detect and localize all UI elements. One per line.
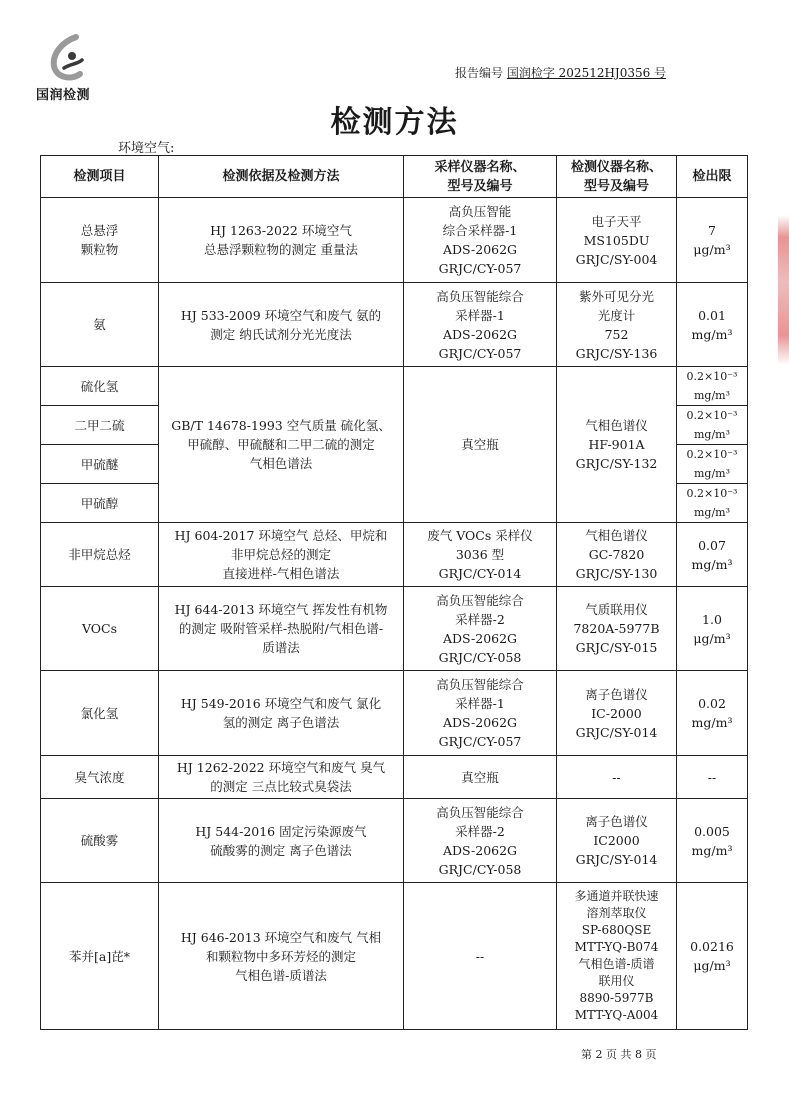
cell-line: 多通道并联快速 — [574, 889, 659, 903]
cell-line: GRJC/CY-014 — [438, 566, 522, 581]
methods-table — [40, 155, 748, 1030]
cell-line: 型号及编号 — [447, 178, 513, 194]
cell-line: mg/m³ — [693, 506, 731, 519]
cell-line: 7820A-5977B — [573, 621, 660, 636]
cell-line: ADS-2062G — [442, 630, 518, 646]
cell-line: 气相色谱-质谱 — [578, 957, 655, 971]
limit-cell — [677, 523, 748, 587]
cell-line: 气相色谱法 — [249, 456, 313, 471]
cell-line: 测定 纳氏试剂分光光度法 — [210, 326, 352, 342]
sampler-cell — [404, 671, 557, 756]
cell-line: 0.2×10⁻³ — [686, 487, 738, 500]
cell-line: mg/m³ — [693, 389, 731, 402]
limit-cell — [677, 283, 748, 367]
instrument-cell — [557, 671, 677, 756]
cell-line: VOCs — [81, 621, 118, 636]
sampler-cell — [404, 883, 557, 1030]
cell-line: 高负压智能 — [448, 204, 512, 219]
header-method — [159, 156, 404, 198]
cell-line: HJ 544-2016 固定污染源废气 — [195, 823, 367, 839]
cell-line: mg/m³ — [691, 326, 733, 342]
cell-line: ADS-2062G — [442, 326, 518, 342]
cell-line: 真空瓶 — [461, 769, 499, 785]
cell-line: ADS-2062G — [442, 842, 518, 858]
table-header-row — [41, 156, 748, 198]
cell-line: GRJC/SY-004 — [575, 251, 658, 267]
cell-line: mg/m³ — [693, 467, 731, 480]
instrument-cell — [557, 883, 677, 1030]
cell-line: 0.2×10⁻³ — [686, 448, 738, 461]
cell-line: HJ 644-2013 环境空气 挥发性有机物 — [174, 602, 388, 617]
cell-line: 甲硫醇 — [80, 495, 119, 511]
method-cell — [159, 799, 404, 883]
cell-line: 质谱法 — [262, 640, 300, 655]
cell-line: 非甲烷总烃的测定 — [230, 547, 331, 562]
cell-line: 0.01 — [698, 307, 726, 323]
cell-line: 非甲烷总烃 — [68, 547, 131, 562]
cell-line: IC2000 — [593, 833, 640, 848]
sampler-cell — [404, 756, 557, 799]
method-cell — [159, 367, 404, 523]
cell-line: MS105DU — [583, 232, 650, 248]
table-row — [41, 671, 748, 756]
cell-line: GC-7820 — [588, 547, 645, 562]
cell-line: mg/m³ — [693, 428, 731, 441]
cell-line: 苯并[a]芘* — [69, 948, 130, 964]
method-cell — [159, 587, 404, 671]
section-label: 环境空气: — [118, 141, 175, 156]
instrument-cell — [557, 198, 677, 283]
cell-line: 气相色谱仪 — [585, 528, 648, 543]
cell-line: 检测仪器名称、 — [570, 159, 662, 175]
cell-line: 0.2×10⁻³ — [686, 409, 738, 422]
instrument-cell — [557, 283, 677, 367]
logo-mark-icon — [46, 34, 90, 82]
cell-line: 的测定 吸附管采样-热脱附/气相色谱- — [178, 621, 384, 636]
limit-cell — [677, 484, 748, 523]
table-row — [41, 587, 748, 671]
cell-line: HF-901A — [588, 437, 645, 452]
cell-line: 3036 型 — [455, 547, 505, 562]
cell-line: -- — [707, 769, 717, 785]
cell-line: mg/m³ — [691, 715, 733, 730]
cell-line: GRJC/SY-132 — [575, 456, 658, 471]
cell-line: 的测定 三点比较式臭袋法 — [210, 779, 352, 794]
cell-line: 联用仪 — [598, 974, 635, 988]
cell-line: HJ 549-2016 环境空气和废气 氯化 — [180, 696, 382, 711]
cell-line: 高负压智能综合 — [436, 804, 524, 820]
instrument-cell — [557, 587, 677, 671]
item-cell — [41, 671, 159, 756]
cell-line: μg/m³ — [693, 242, 731, 257]
cell-line: 和颗粒物中多环芳烃的测定 — [205, 948, 356, 964]
sampler-cell — [404, 198, 557, 283]
cell-line: GRJC/SY-015 — [575, 640, 658, 655]
sampler-cell — [404, 799, 557, 883]
item-cell — [41, 198, 159, 283]
cell-line: mg/m³ — [691, 842, 733, 858]
cell-line: 气相色谱仪 — [585, 418, 648, 433]
cell-line: 氯化氢 — [80, 705, 119, 721]
cell-line: 采样器-1 — [455, 307, 505, 323]
header-instrument — [557, 156, 677, 198]
method-cell — [159, 523, 404, 587]
cell-line: 采样器-1 — [455, 696, 505, 711]
limit-cell — [677, 799, 748, 883]
instrument-cell — [557, 756, 677, 799]
table-row — [41, 283, 748, 367]
table-row — [41, 883, 748, 1030]
cell-line: 0.005 — [694, 823, 730, 839]
instrument-cell — [557, 523, 677, 587]
sampler-cell — [404, 367, 557, 523]
limit-cell — [677, 883, 748, 1030]
cell-line: MTT-YQ-A004 — [574, 1008, 659, 1022]
cell-line: 总悬浮 — [80, 223, 119, 238]
cell-line: 0.02 — [698, 696, 726, 711]
item-cell — [41, 523, 159, 587]
cell-line: 检测依据及检测方法 — [222, 169, 340, 184]
limit-cell — [677, 756, 748, 799]
cell-line: 直接进样-气相色谱法 — [222, 566, 340, 581]
sampler-cell — [404, 587, 557, 671]
cell-line: 真空瓶 — [461, 437, 499, 452]
cell-line: HJ 1263-2022 环境空气 — [210, 223, 352, 238]
cell-line: IC-2000 — [591, 705, 642, 721]
limit-cell — [677, 367, 748, 406]
cell-line: 甲硫醚 — [80, 456, 119, 472]
cell-line: -- — [612, 769, 621, 785]
instrument-cell — [557, 367, 677, 523]
cell-line: GRJC/CY-057 — [438, 261, 522, 276]
cell-line: 高负压智能综合 — [436, 592, 524, 608]
cell-line: ADS-2062G — [442, 715, 518, 730]
cell-line: GRJC/CY-057 — [438, 734, 522, 749]
cell-line: 检测项目 — [73, 169, 126, 184]
method-cell — [159, 756, 404, 799]
cell-line: 颗粒物 — [80, 242, 119, 257]
limit-cell — [677, 198, 748, 283]
header-item — [41, 156, 159, 198]
cell-line: 1.0 — [702, 611, 722, 627]
item-cell — [41, 367, 159, 406]
cell-line: 二甲二硫 — [74, 417, 125, 433]
cell-line: mg/m³ — [691, 556, 733, 572]
cell-line: 硫酸雾 — [80, 833, 119, 848]
table-row — [41, 799, 748, 883]
item-cell — [41, 799, 159, 883]
report-number-label: 报告编号 — [455, 66, 504, 80]
item-cell — [41, 756, 159, 799]
limit-cell — [677, 671, 748, 756]
cell-line: 氢的测定 离子色谱法 — [222, 715, 340, 730]
cell-line: HJ 1262-2022 环境空气和废气 臭气 — [176, 760, 386, 775]
report-number-value: 国润检字 202512HJ0356 号 — [506, 66, 667, 80]
sampler-cell — [404, 283, 557, 367]
logo-text: 国润检测 — [36, 88, 91, 103]
item-cell — [41, 587, 159, 671]
cell-line: 0.0216 — [690, 939, 734, 954]
report-number — [455, 64, 666, 81]
cell-line: HJ 604-2017 环境空气 总烃、甲烷和 — [174, 528, 388, 543]
cell-line: 0.07 — [698, 537, 726, 553]
table-row — [41, 756, 748, 799]
cell-line: GRJC/SY-136 — [575, 345, 658, 361]
method-cell — [159, 283, 404, 367]
cell-line: μg/m³ — [693, 958, 731, 973]
cell-line: 氨 — [93, 317, 106, 332]
cell-line: 综合采样器-1 — [442, 223, 518, 238]
table-row — [41, 367, 748, 406]
sampler-cell — [404, 523, 557, 587]
cell-line: MTT-YQ-B074 — [574, 940, 659, 954]
cell-line: 硫化氢 — [80, 378, 119, 394]
item-cell — [41, 484, 159, 523]
cell-line: 752 — [604, 326, 629, 342]
header-sampler — [404, 156, 557, 198]
method-cell — [159, 883, 404, 1030]
page-title: 检测方法 — [330, 105, 459, 140]
cell-line: 采样仪器名称、 — [434, 159, 526, 175]
cell-line: HJ 533-2009 环境空气和废气 氨的 — [180, 307, 382, 323]
cell-line: GRJC/CY-058 — [438, 861, 522, 877]
cell-line: 光度计 — [597, 307, 636, 323]
limit-cell — [677, 445, 748, 484]
cell-line: μg/m³ — [693, 630, 731, 646]
cell-line: GRJC/SY-130 — [575, 566, 658, 581]
cell-line: 离子色谱仪 — [585, 686, 648, 702]
company-logo — [36, 34, 100, 103]
cell-line: 0.2×10⁻³ — [686, 370, 738, 383]
cell-line: GRJC/SY-014 — [575, 852, 658, 867]
cell-line: 高负压智能综合 — [436, 288, 524, 304]
table-row — [41, 198, 748, 283]
item-cell — [41, 283, 159, 367]
cell-line: 废气 VOCs 采样仪 — [427, 528, 533, 543]
item-cell — [41, 445, 159, 484]
page-number: 第 2 页 共 8 页 — [581, 1048, 657, 1061]
cell-line: 型号及编号 — [583, 178, 649, 194]
table-row — [41, 523, 748, 587]
item-cell — [41, 406, 159, 445]
cell-line: 8890-5977B — [579, 991, 654, 1005]
cell-line: 采样器-2 — [455, 611, 505, 627]
stamp-edge — [778, 215, 789, 365]
method-cell — [159, 671, 404, 756]
cell-line: HJ 646-2013 环境空气和废气 气相 — [180, 929, 382, 945]
cell-line: GRJC/SY-014 — [575, 724, 658, 740]
method-cell — [159, 198, 404, 283]
cell-line: 硫酸雾的测定 离子色谱法 — [210, 842, 352, 858]
cell-line: 紫外可见分光 — [578, 288, 654, 304]
cell-line: GRJC/CY-057 — [438, 345, 522, 361]
cell-line: 高负压智能综合 — [436, 677, 524, 692]
cell-line: 7 — [708, 223, 716, 238]
cell-line: ADS-2062G — [442, 242, 518, 257]
cell-line: 气质联用仪 — [585, 602, 648, 617]
item-cell — [41, 883, 159, 1030]
limit-cell — [677, 406, 748, 445]
cell-line: -- — [475, 948, 485, 964]
cell-line: 总悬浮颗粒物的测定 重量法 — [204, 242, 358, 257]
cell-line: 离子色谱仪 — [585, 814, 648, 829]
cell-line: 采样器-2 — [455, 823, 505, 839]
cell-line: GRJC/CY-058 — [438, 649, 522, 665]
cell-line: 检出限 — [692, 169, 732, 184]
cell-line: 臭气浓度 — [74, 769, 125, 785]
cell-line: 溶剂萃取仪 — [586, 906, 647, 920]
cell-line: SP-680QSE — [581, 923, 652, 937]
cell-line: 甲硫醇、甲硫醚和二甲二硫的测定 — [187, 437, 375, 452]
limit-cell — [677, 587, 748, 671]
instrument-cell — [557, 799, 677, 883]
header-limit — [677, 156, 748, 198]
cell-line: GB/T 14678-1993 空气质量 硫化氢、 — [171, 418, 391, 433]
cell-line: 电子天平 — [591, 213, 642, 229]
cell-line: 气相色谱-质谱法 — [235, 967, 327, 983]
